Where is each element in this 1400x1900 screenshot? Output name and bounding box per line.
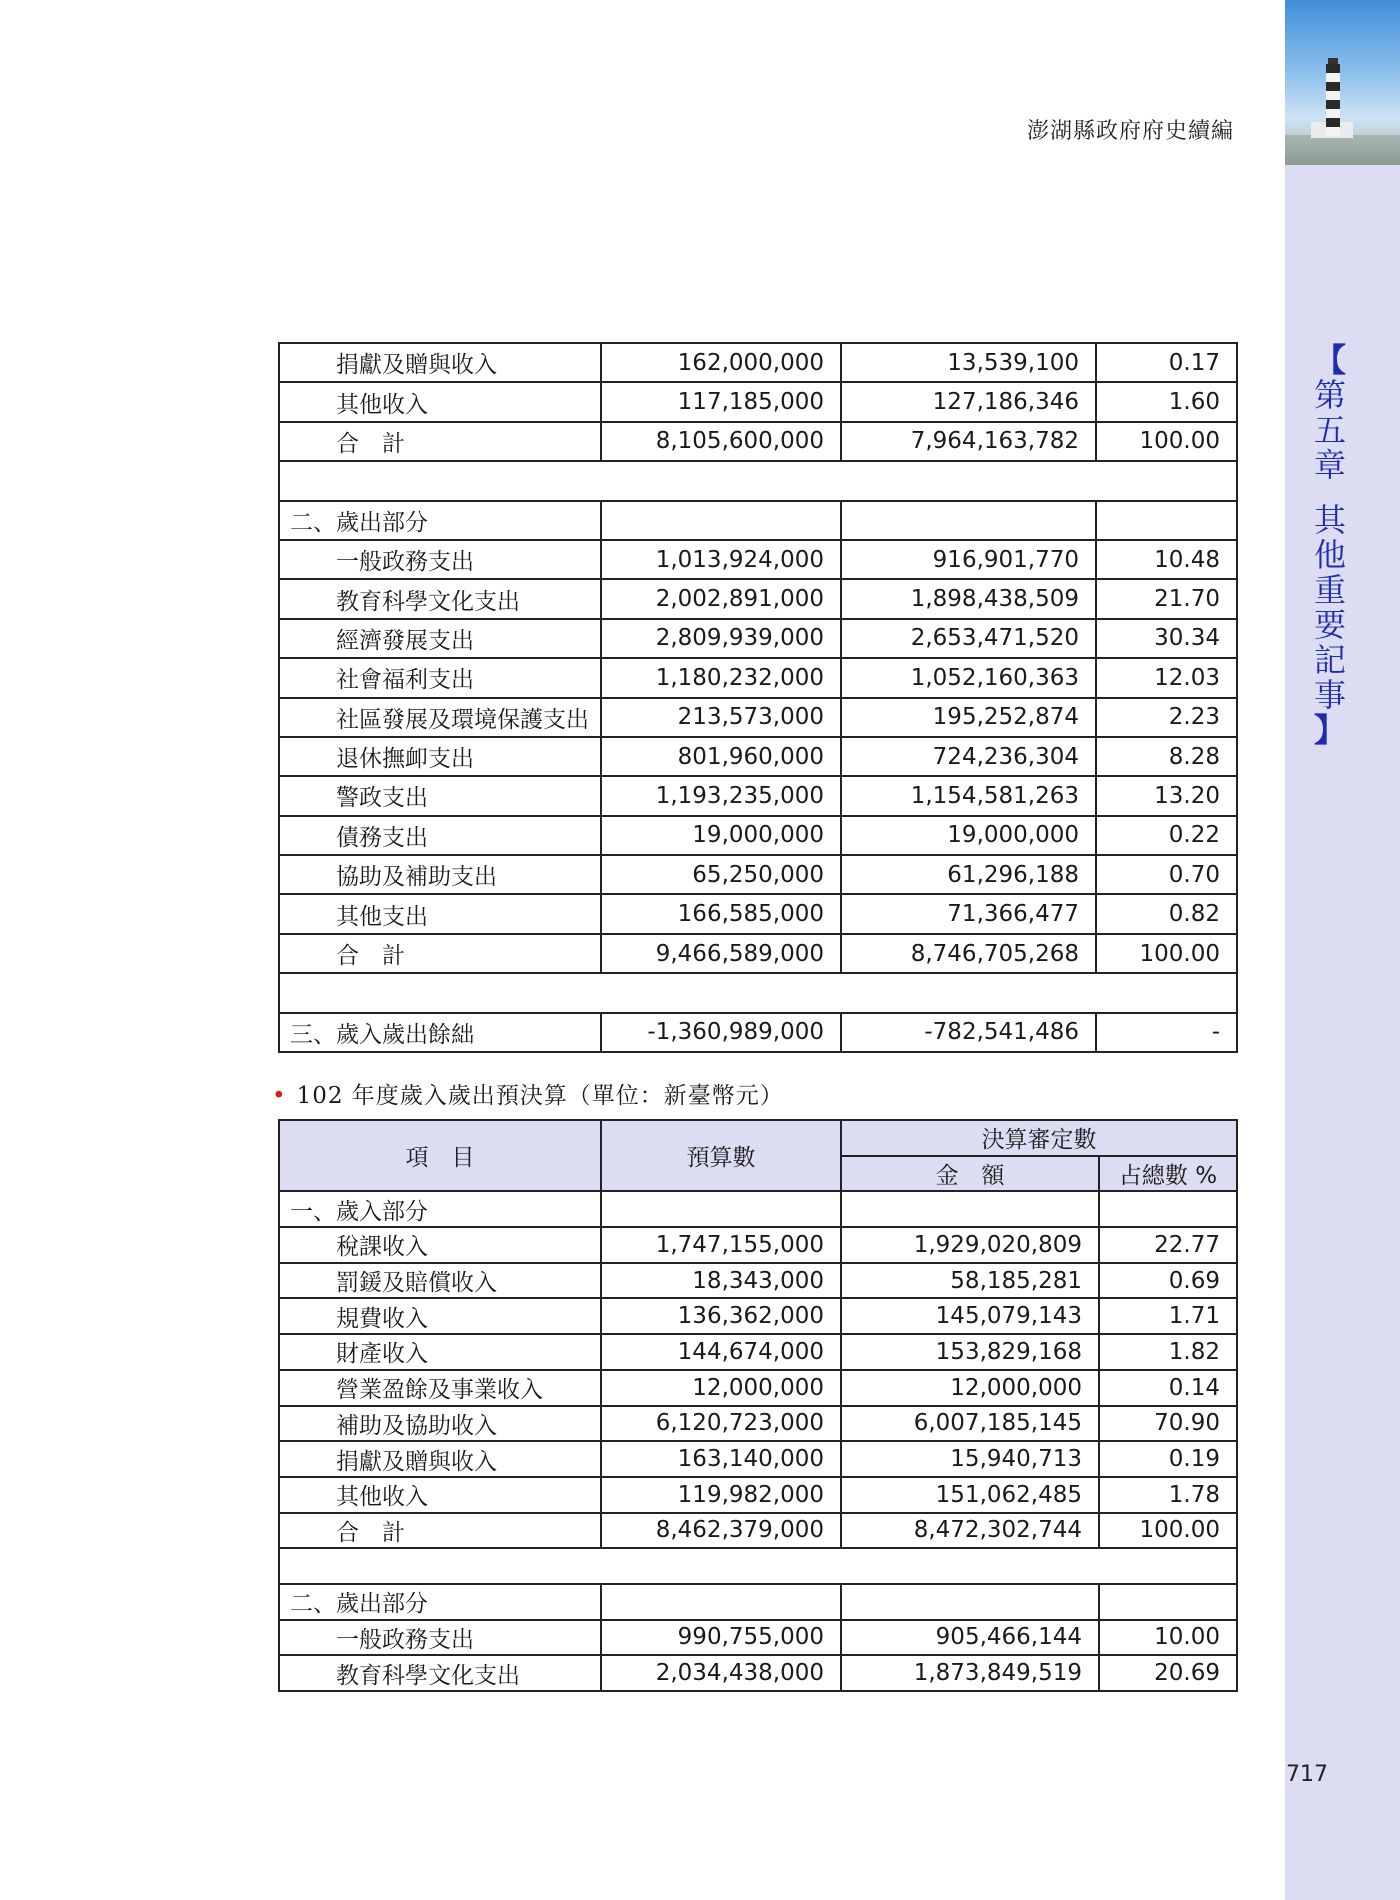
table-row xyxy=(279,579,1237,618)
caption-bullet: • xyxy=(272,1083,287,1109)
amount-cell: 71,366,477 xyxy=(841,894,1096,933)
running-header: 澎湖縣政府府史續編 xyxy=(1026,119,1234,144)
amount-cell: 13,539,100 xyxy=(841,343,1096,382)
pct-cell: 100.00 xyxy=(1096,422,1237,461)
budget-cell: 119,982,000 xyxy=(601,1477,841,1513)
amount-cell: -782,541,486 xyxy=(841,1013,1096,1052)
pct-cell: 0.17 xyxy=(1096,343,1237,382)
pct-cell: 1.82 xyxy=(1099,1334,1237,1370)
table-row xyxy=(279,540,1237,579)
header-amount: 金 額 xyxy=(841,1156,1099,1192)
row-label: 捐獻及贈與收入 xyxy=(279,1441,601,1477)
table-row xyxy=(279,422,1237,461)
row-label: 規費收入 xyxy=(279,1298,601,1334)
row-label: 一、歲入部分 xyxy=(279,1191,601,1227)
pct-cell: 10.48 xyxy=(1096,540,1237,579)
row-label: 二、歲出部分 xyxy=(279,501,601,540)
pct-cell: 0.14 xyxy=(1099,1370,1237,1406)
table-row xyxy=(279,1370,1237,1406)
row-label: 三、歲入歲出餘絀 xyxy=(279,1013,601,1052)
pct-cell xyxy=(1099,1584,1237,1620)
budget-cell: 6,120,723,000 xyxy=(601,1406,841,1442)
page-number: 717 xyxy=(1286,1762,1328,1787)
chapter-char: 他 xyxy=(1313,536,1346,574)
table-caption xyxy=(272,1077,784,1110)
row-label: 其他收入 xyxy=(279,1477,601,1513)
amount-cell: 6,007,185,145 xyxy=(841,1406,1099,1442)
budget-cell: 213,573,000 xyxy=(601,698,841,737)
chapter-char: 五 xyxy=(1313,411,1346,449)
amount-cell xyxy=(841,1584,1099,1620)
header-item: 項 目 xyxy=(279,1120,601,1191)
pct-cell: 100.00 xyxy=(1099,1513,1237,1549)
row-label: 罰鍰及賠償收入 xyxy=(279,1263,601,1299)
table-row xyxy=(279,1513,1237,1549)
amount-cell: 61,296,188 xyxy=(841,855,1096,894)
amount-cell: 916,901,770 xyxy=(841,540,1096,579)
header-budget: 預算數 xyxy=(601,1120,841,1191)
amount-cell: 8,746,705,268 xyxy=(841,934,1096,973)
budget-cell: 1,747,155,000 xyxy=(601,1227,841,1263)
row-label: 捐獻及贈與收入 xyxy=(279,343,601,382)
pct-cell: 2.23 xyxy=(1096,698,1237,737)
caption-text: 102 年度歲入歲出預決算（單位：新臺幣元） xyxy=(296,1083,784,1109)
row-label: 一般政務支出 xyxy=(279,540,601,579)
amount-cell: 151,062,485 xyxy=(841,1477,1099,1513)
pct-cell xyxy=(1096,501,1237,540)
pct-cell: 20.69 xyxy=(1099,1655,1237,1691)
table-row xyxy=(279,934,1237,973)
blank-cell xyxy=(279,973,1237,1012)
row-label: 經濟發展支出 xyxy=(279,619,601,658)
lighthouse-photo xyxy=(1285,0,1400,165)
row-label: 一般政務支出 xyxy=(279,1620,601,1656)
table-row xyxy=(279,1406,1237,1442)
side-band xyxy=(1285,0,1400,1900)
table-row xyxy=(279,343,1237,382)
amount-cell: 153,829,168 xyxy=(841,1334,1099,1370)
blank-row xyxy=(279,1548,1237,1584)
table-row xyxy=(279,1227,1237,1263)
chapter-char: 事 xyxy=(1313,676,1346,714)
amount-cell: 58,185,281 xyxy=(841,1263,1099,1299)
blank-cell xyxy=(279,1548,1237,1584)
pct-cell xyxy=(1099,1191,1237,1227)
budget-table-continued xyxy=(278,342,1238,1053)
budget-cell: 65,250,000 xyxy=(601,855,841,894)
amount-cell: 2,653,471,520 xyxy=(841,619,1096,658)
row-label: 社會福利支出 xyxy=(279,658,601,697)
pct-cell: 30.34 xyxy=(1096,619,1237,658)
table-row xyxy=(279,1298,1237,1334)
budget-cell: 2,034,438,000 xyxy=(601,1655,841,1691)
amount-cell: 195,252,874 xyxy=(841,698,1096,737)
chapter-open-bracket: 【 xyxy=(1313,341,1346,379)
pct-cell: 1.78 xyxy=(1099,1477,1237,1513)
budget-cell: 162,000,000 xyxy=(601,343,841,382)
row-label: 其他支出 xyxy=(279,894,601,933)
budget-cell: 8,105,600,000 xyxy=(601,422,841,461)
row-label: 警政支出 xyxy=(279,776,601,815)
pct-cell: 0.82 xyxy=(1096,894,1237,933)
table-row xyxy=(279,1191,1237,1227)
amount-cell: 1,154,581,263 xyxy=(841,776,1096,815)
pct-cell: 21.70 xyxy=(1096,579,1237,618)
amount-cell: 1,873,849,519 xyxy=(841,1655,1099,1691)
pct-cell: 0.70 xyxy=(1096,855,1237,894)
table-row xyxy=(279,698,1237,737)
pct-cell: 0.69 xyxy=(1099,1263,1237,1299)
budget-cell: 1,193,235,000 xyxy=(601,776,841,815)
pct-cell: 1.60 xyxy=(1096,382,1237,421)
pct-cell: 12.03 xyxy=(1096,658,1237,697)
pct-cell: 22.77 xyxy=(1099,1227,1237,1263)
table-row xyxy=(279,816,1237,855)
table-row xyxy=(279,894,1237,933)
chapter-char: 要 xyxy=(1313,606,1346,644)
budget-cell: 801,960,000 xyxy=(601,737,841,776)
blank-row xyxy=(279,461,1237,500)
row-label: 稅課收入 xyxy=(279,1227,601,1263)
amount-cell: 1,898,438,509 xyxy=(841,579,1096,618)
table-row xyxy=(279,1655,1237,1691)
header-pct: 占總數 % xyxy=(1099,1156,1237,1192)
row-label: 合 計 xyxy=(279,1513,601,1549)
chapter-char: 其 xyxy=(1313,501,1346,539)
row-label: 二、歲出部分 xyxy=(279,1584,601,1620)
amount-cell xyxy=(841,501,1096,540)
amount-cell: 8,472,302,744 xyxy=(841,1513,1099,1549)
table-row xyxy=(279,1013,1237,1052)
budget-cell: 136,362,000 xyxy=(601,1298,841,1334)
budget-cell: 117,185,000 xyxy=(601,382,841,421)
chapter-char: 章 xyxy=(1313,446,1346,484)
budget-cell: 990,755,000 xyxy=(601,1620,841,1656)
chapter-tab xyxy=(1310,343,1350,748)
amount-cell: 7,964,163,782 xyxy=(841,422,1096,461)
pct-cell: 8.28 xyxy=(1096,737,1237,776)
row-label: 財產收入 xyxy=(279,1334,601,1370)
chapter-char: 第 xyxy=(1313,376,1346,414)
table-row xyxy=(279,737,1237,776)
row-label: 營業盈餘及事業收入 xyxy=(279,1370,601,1406)
row-label: 合 計 xyxy=(279,934,601,973)
pct-cell: 100.00 xyxy=(1096,934,1237,973)
amount-cell: 145,079,143 xyxy=(841,1298,1099,1334)
row-label: 合 計 xyxy=(279,422,601,461)
row-label: 協助及補助支出 xyxy=(279,855,601,894)
amount-cell: 1,052,160,363 xyxy=(841,658,1096,697)
budget-cell xyxy=(601,1191,841,1227)
table-row xyxy=(279,1441,1237,1477)
table-row xyxy=(279,1334,1237,1370)
row-label: 其他收入 xyxy=(279,382,601,421)
budget-cell: -1,360,989,000 xyxy=(601,1013,841,1052)
table-row xyxy=(279,1584,1237,1620)
table-row xyxy=(279,1263,1237,1299)
budget-cell: 12,000,000 xyxy=(601,1370,841,1406)
blank-row xyxy=(279,973,1237,1012)
pct-cell: 13.20 xyxy=(1096,776,1237,815)
pct-cell: - xyxy=(1096,1013,1237,1052)
header-final: 決算審定數 xyxy=(841,1120,1237,1156)
pct-cell: 10.00 xyxy=(1099,1620,1237,1656)
budget-cell xyxy=(601,501,841,540)
row-label: 補助及協助收入 xyxy=(279,1406,601,1442)
budget-cell: 2,002,891,000 xyxy=(601,579,841,618)
chapter-char: 重 xyxy=(1313,571,1346,609)
table-row xyxy=(279,855,1237,894)
budget-cell: 18,343,000 xyxy=(601,1263,841,1299)
budget-table-102 xyxy=(278,1119,1238,1692)
budget-cell: 166,585,000 xyxy=(601,894,841,933)
table-row xyxy=(279,1620,1237,1656)
amount-cell: 1,929,020,809 xyxy=(841,1227,1099,1263)
row-label: 退休撫卹支出 xyxy=(279,737,601,776)
table-row xyxy=(279,776,1237,815)
budget-cell: 144,674,000 xyxy=(601,1334,841,1370)
budget-cell: 19,000,000 xyxy=(601,816,841,855)
budget-cell: 9,466,589,000 xyxy=(601,934,841,973)
blank-cell xyxy=(279,461,1237,500)
pct-cell: 70.90 xyxy=(1099,1406,1237,1442)
table-row xyxy=(279,501,1237,540)
table-row xyxy=(279,382,1237,421)
table-row xyxy=(279,658,1237,697)
budget-cell: 2,809,939,000 xyxy=(601,619,841,658)
amount-cell: 12,000,000 xyxy=(841,1370,1099,1406)
amount-cell: 905,466,144 xyxy=(841,1620,1099,1656)
row-label: 債務支出 xyxy=(279,816,601,855)
budget-cell: 1,013,924,000 xyxy=(601,540,841,579)
row-label: 社區發展及環境保護支出 xyxy=(279,698,601,737)
pct-cell: 1.71 xyxy=(1099,1298,1237,1334)
pct-cell: 0.22 xyxy=(1096,816,1237,855)
table-row xyxy=(279,1477,1237,1513)
amount-cell xyxy=(841,1191,1099,1227)
amount-cell: 724,236,304 xyxy=(841,737,1096,776)
budget-cell: 8,462,379,000 xyxy=(601,1513,841,1549)
chapter-char: 記 xyxy=(1313,641,1346,679)
amount-cell: 15,940,713 xyxy=(841,1441,1099,1477)
budget-cell: 163,140,000 xyxy=(601,1441,841,1477)
amount-cell: 127,186,346 xyxy=(841,382,1096,421)
table-row xyxy=(279,619,1237,658)
pct-cell: 0.19 xyxy=(1099,1441,1237,1477)
row-label: 教育科學文化支出 xyxy=(279,1655,601,1691)
budget-cell: 1,180,232,000 xyxy=(601,658,841,697)
chapter-close-bracket: 】 xyxy=(1313,711,1346,749)
row-label: 教育科學文化支出 xyxy=(279,579,601,618)
amount-cell: 19,000,000 xyxy=(841,816,1096,855)
budget-cell xyxy=(601,1584,841,1620)
